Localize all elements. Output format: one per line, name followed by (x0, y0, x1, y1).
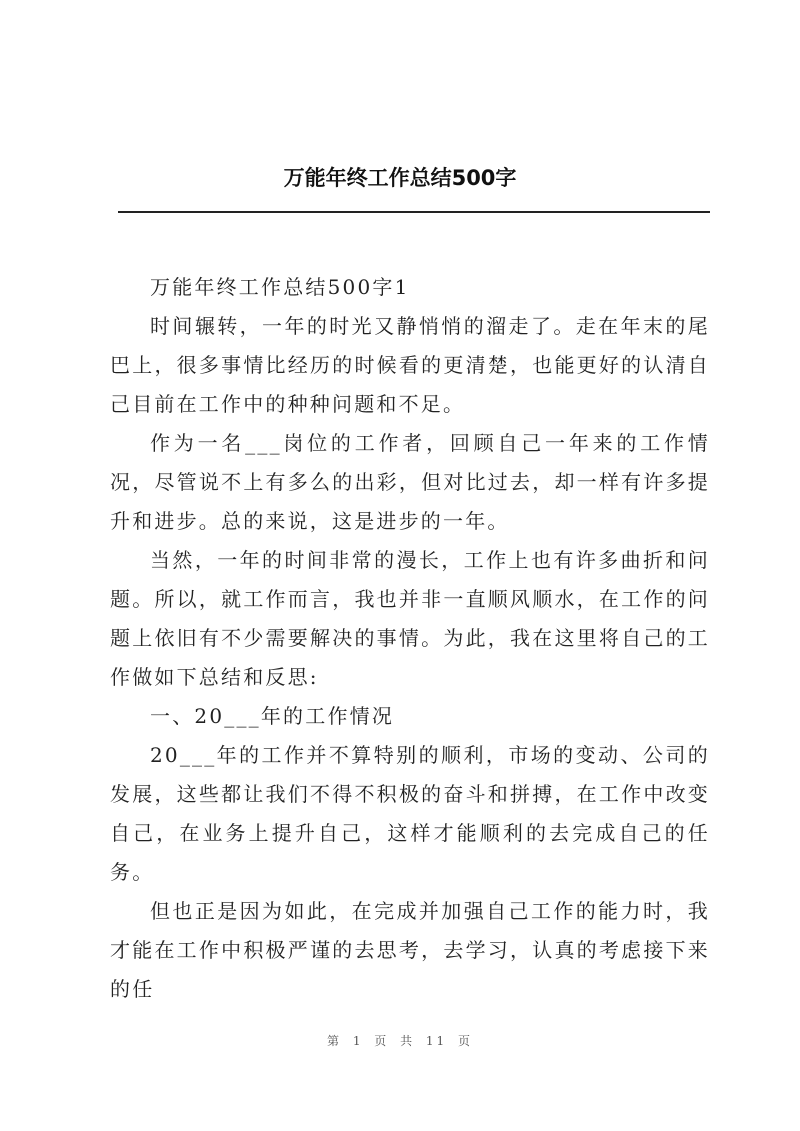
paragraph: 时间辗转，一年的时光又静悄悄的溜走了。走在年末的尾巴上，很多事情比经历的时候看的更清楚，也能更好的认清自己目前在工作中的种种问题和不足。 (110, 314, 710, 416)
section-heading: 万能年终工作总结500字1 (150, 275, 410, 299)
paragraph: 但也正是因为如此，在完成并加强自己工作的能力时，我才能在工作中积极严谨的去思考，去学习，认真的考虑接下来的任 (110, 899, 710, 1001)
paragraph: 作为一名___岗位的工作者，回顾自己一年来的工作情况，尽管说不上有多么的出彩，但对比过去，却一样有许多提升和进步。总的来说，这是进步的一年。 (110, 431, 710, 533)
paragraph: 当然，一年的时间非常的漫长，工作上也有许多曲折和问题。所以，就工作而言，我也并非一直顺风顺水，在工作的问题上依旧有不少需要解决的事情。为此，我在这里将自己的工作做如下总结和反思: (110, 548, 710, 689)
title-divider (118, 211, 710, 213)
page-number-footer: 第 1 页 共 11 页 (327, 1034, 473, 1048)
section-subheading: 一、20___年的工作情况 (150, 704, 395, 728)
document-title: 万能年终工作总结500字 (283, 166, 517, 190)
document-body (110, 268, 710, 1009)
paragraph: 20___年的工作并不算特别的顺利，市场的变动、公司的发展，这些都让我们不得不积极的奋斗和拼搏，在工作中改变自己，在业务上提升自己，这样才能顺利的去完成自己的任务。 (110, 743, 710, 884)
